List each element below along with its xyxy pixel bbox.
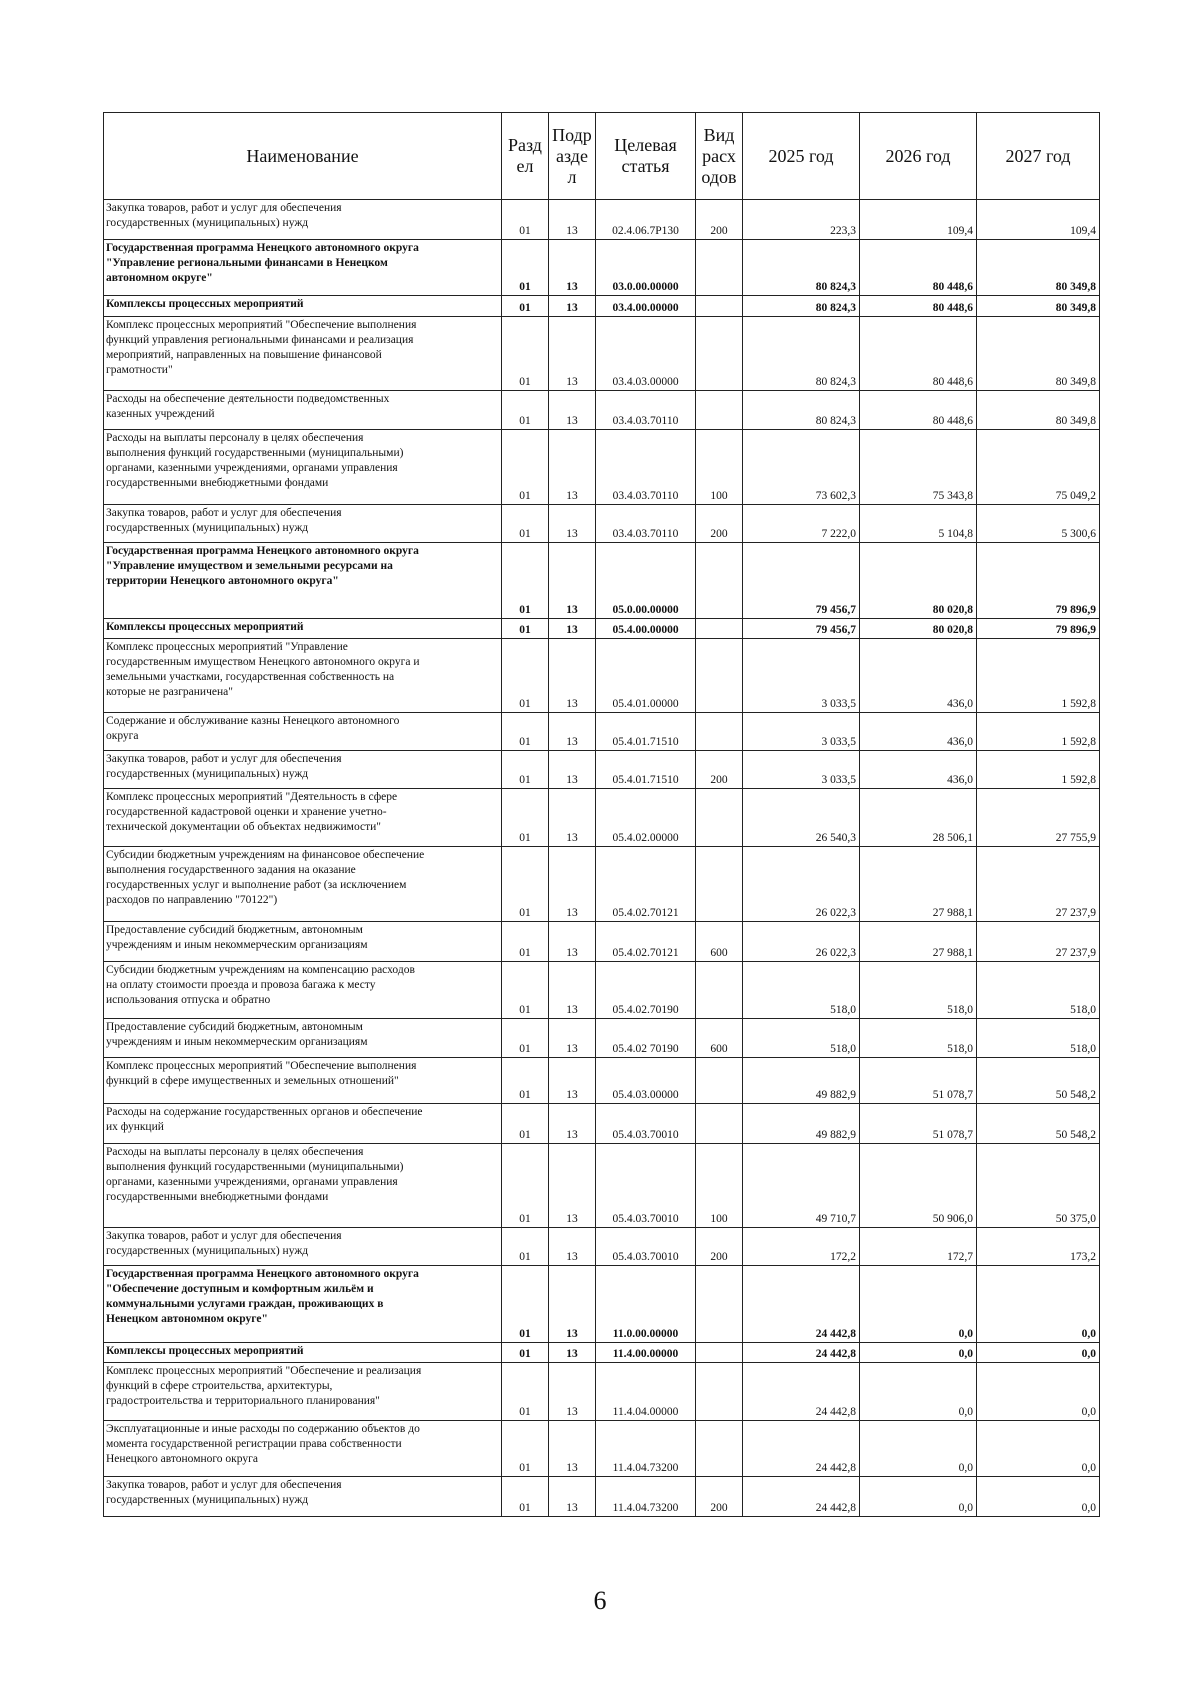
table-row (104, 1266, 1100, 1343)
cell-name: Комплекс процессных мероприятий "Управление государственным имуществом Ненецкого автономного округа и земельными участками, государственная собственность на которые не разграничена" (104, 639, 502, 713)
cell-amount-2027: 1 592,8 (977, 639, 1100, 713)
table-row (104, 1104, 1100, 1144)
cell-podrazdel: 13 (549, 1266, 596, 1343)
cell-amount-2026: 50 906,0 (860, 1144, 977, 1228)
cell-expense-type: 200 (696, 751, 743, 789)
cell-amount-2026: 80 448,6 (860, 391, 977, 430)
cell-amount-2026: 0,0 (860, 1421, 977, 1477)
cell-amount-2026: 518,0 (860, 1019, 977, 1058)
cell-razdel: 01 (502, 543, 549, 619)
cell-podrazdel: 13 (549, 240, 596, 296)
cell-name: Комплексы процессных мероприятий (104, 296, 502, 317)
cell-razdel: 01 (502, 317, 549, 391)
cell-podrazdel: 13 (549, 317, 596, 391)
table-row (104, 200, 1100, 240)
cell-amount-2027: 0,0 (977, 1477, 1100, 1517)
cell-podrazdel: 13 (549, 962, 596, 1019)
cell-amount-2027: 0,0 (977, 1343, 1100, 1363)
header-year-2025: 2025 год (743, 113, 860, 200)
cell-expense-type (696, 317, 743, 391)
cell-amount-2025: 223,3 (743, 200, 860, 240)
cell-name: Субсидии бюджетным учреждениям на финансовое обеспечение выполнения государственного задания на оказание государственных услуг и выполнение работ (за исключением расходов по направлению "70122") (104, 847, 502, 922)
cell-expense-type: 100 (696, 1144, 743, 1228)
table-row (104, 789, 1100, 847)
cell-amount-2027: 0,0 (977, 1363, 1100, 1421)
cell-target-article: 03.4.03.70110 (596, 505, 696, 543)
cell-amount-2027: 0,0 (977, 1421, 1100, 1477)
cell-amount-2026: 80 448,6 (860, 240, 977, 296)
cell-razdel: 01 (502, 1058, 549, 1104)
cell-razdel: 01 (502, 1144, 549, 1228)
cell-razdel: 01 (502, 789, 549, 847)
cell-podrazdel: 13 (549, 391, 596, 430)
cell-amount-2027: 80 349,8 (977, 317, 1100, 391)
cell-amount-2026: 0,0 (860, 1266, 977, 1343)
cell-razdel: 01 (502, 1019, 549, 1058)
header-year-2027: 2027 год (977, 113, 1100, 200)
cell-target-article: 03.0.00.00000 (596, 240, 696, 296)
cell-podrazdel: 13 (549, 543, 596, 619)
cell-expense-type (696, 1104, 743, 1144)
cell-podrazdel: 13 (549, 1421, 596, 1477)
cell-amount-2027: 1 592,8 (977, 751, 1100, 789)
cell-target-article: 05.4.01.71510 (596, 713, 696, 751)
cell-target-article: 05.4.00.00000 (596, 619, 696, 639)
table-row (104, 1058, 1100, 1104)
cell-target-article: 11.4.04.73200 (596, 1477, 696, 1517)
cell-razdel: 01 (502, 922, 549, 962)
cell-amount-2026: 80 448,6 (860, 317, 977, 391)
cell-podrazdel: 13 (549, 751, 596, 789)
cell-target-article: 05.4.02.70190 (596, 962, 696, 1019)
cell-expense-type: 200 (696, 1228, 743, 1266)
cell-razdel: 01 (502, 296, 549, 317)
cell-target-article: 11.4.04.00000 (596, 1363, 696, 1421)
table-row (104, 1228, 1100, 1266)
table-row (104, 240, 1100, 296)
cell-amount-2025: 80 824,3 (743, 240, 860, 296)
cell-name: Комплекс процессных мероприятий "Деятельность в сфере государственной кадастровой оценки и хранение учетно- технической документации об объектах недвижимости" (104, 789, 502, 847)
cell-amount-2027: 50 375,0 (977, 1144, 1100, 1228)
page-number: 6 (593, 1586, 607, 1615)
table-row (104, 922, 1100, 962)
table-row (104, 543, 1100, 619)
cell-razdel: 01 (502, 713, 549, 751)
cell-target-article: 11.4.00.00000 (596, 1343, 696, 1363)
cell-podrazdel: 13 (549, 1363, 596, 1421)
cell-expense-type (696, 296, 743, 317)
cell-amount-2025: 3 033,5 (743, 751, 860, 789)
cell-amount-2026: 518,0 (860, 962, 977, 1019)
cell-amount-2027: 80 349,8 (977, 296, 1100, 317)
cell-target-article: 11.0.00.00000 (596, 1266, 696, 1343)
header-year-2026: 2026 год (860, 113, 977, 200)
cell-amount-2027: 79 896,9 (977, 543, 1100, 619)
cell-podrazdel: 13 (549, 505, 596, 543)
cell-name: Комплексы процессных мероприятий (104, 1343, 502, 1363)
cell-amount-2026: 109,4 (860, 200, 977, 240)
cell-amount-2026: 0,0 (860, 1363, 977, 1421)
cell-amount-2026: 75 343,8 (860, 430, 977, 505)
cell-expense-type: 200 (696, 200, 743, 240)
cell-razdel: 01 (502, 1266, 549, 1343)
cell-razdel: 01 (502, 391, 549, 430)
cell-razdel: 01 (502, 240, 549, 296)
table-row (104, 847, 1100, 922)
cell-amount-2025: 26 022,3 (743, 922, 860, 962)
cell-amount-2025: 172,2 (743, 1228, 860, 1266)
cell-amount-2025: 24 442,8 (743, 1343, 860, 1363)
cell-podrazdel: 13 (549, 200, 596, 240)
cell-target-article: 05.4.01.00000 (596, 639, 696, 713)
cell-amount-2027: 0,0 (977, 1266, 1100, 1343)
cell-razdel: 01 (502, 1104, 549, 1144)
cell-expense-type (696, 789, 743, 847)
cell-expense-type (696, 543, 743, 619)
cell-amount-2025: 26 540,3 (743, 789, 860, 847)
cell-podrazdel: 13 (549, 847, 596, 922)
cell-target-article: 11.4.04.73200 (596, 1421, 696, 1477)
cell-podrazdel: 13 (549, 1104, 596, 1144)
cell-amount-2025: 49 882,9 (743, 1104, 860, 1144)
cell-target-article: 03.4.03.00000 (596, 317, 696, 391)
cell-expense-type (696, 240, 743, 296)
cell-podrazdel: 13 (549, 639, 596, 713)
cell-amount-2026: 0,0 (860, 1343, 977, 1363)
cell-podrazdel: 13 (549, 1144, 596, 1228)
table-row (104, 505, 1100, 543)
cell-name: Государственная программа Ненецкого автономного округа "Управление региональными финансами в Ненецком автономном округе" (104, 240, 502, 296)
cell-amount-2026: 27 988,1 (860, 922, 977, 962)
cell-amount-2027: 1 592,8 (977, 713, 1100, 751)
cell-amount-2026: 436,0 (860, 713, 977, 751)
table-row (104, 1343, 1100, 1363)
cell-amount-2027: 75 049,2 (977, 430, 1100, 505)
table-header-row (104, 113, 1100, 200)
cell-amount-2025: 24 442,8 (743, 1477, 860, 1517)
cell-expense-type (696, 1363, 743, 1421)
cell-razdel: 01 (502, 751, 549, 789)
cell-razdel: 01 (502, 1363, 549, 1421)
cell-name: Закупка товаров, работ и услуг для обеспечения государственных (муниципальных) нужд (104, 1477, 502, 1517)
cell-amount-2026: 80 448,6 (860, 296, 977, 317)
cell-amount-2025: 518,0 (743, 1019, 860, 1058)
cell-podrazdel: 13 (549, 430, 596, 505)
header-razdel: Разд ел (502, 113, 549, 200)
cell-name: Расходы на обеспечение деятельности подведомственных казенных учреждений (104, 391, 502, 430)
cell-target-article: 03.4.03.70110 (596, 430, 696, 505)
cell-amount-2025: 24 442,8 (743, 1363, 860, 1421)
table-row (104, 1477, 1100, 1517)
cell-amount-2027: 50 548,2 (977, 1104, 1100, 1144)
cell-amount-2027: 27 237,9 (977, 847, 1100, 922)
cell-amount-2027: 80 349,8 (977, 240, 1100, 296)
cell-razdel: 01 (502, 1477, 549, 1517)
cell-podrazdel: 13 (549, 713, 596, 751)
cell-name: Расходы на выплаты персоналу в целях обеспечения выполнения функций государственными (муниципальными) органами, казенными учреждениями, органами управления государственными внебюджетными фондами (104, 430, 502, 505)
cell-target-article: 05.4.03.70010 (596, 1228, 696, 1266)
cell-amount-2025: 49 710,7 (743, 1144, 860, 1228)
cell-name: Комплексы процессных мероприятий (104, 619, 502, 639)
cell-expense-type (696, 1343, 743, 1363)
table-row (104, 713, 1100, 751)
cell-expense-type (696, 713, 743, 751)
cell-target-article: 05.4.03.70010 (596, 1144, 696, 1228)
cell-expense-type: 200 (696, 505, 743, 543)
cell-amount-2026: 172,7 (860, 1228, 977, 1266)
cell-target-article: 03.4.03.70110 (596, 391, 696, 430)
cell-amount-2026: 436,0 (860, 639, 977, 713)
cell-name: Предоставление субсидий бюджетным, автономным учреждениям и иным некоммерческим организациям (104, 1019, 502, 1058)
cell-name: Комплекс процессных мероприятий "Обеспечение и реализация функций в сфере строительства, архитектуры, градостроительства и территориального планирования" (104, 1363, 502, 1421)
cell-name: Закупка товаров, работ и услуг для обеспечения государственных (муниципальных) нужд (104, 751, 502, 789)
table-row (104, 430, 1100, 505)
cell-amount-2025: 49 882,9 (743, 1058, 860, 1104)
cell-amount-2027: 109,4 (977, 200, 1100, 240)
cell-amount-2027: 518,0 (977, 1019, 1100, 1058)
cell-amount-2027: 27 755,9 (977, 789, 1100, 847)
budget-table (103, 112, 1100, 1517)
cell-target-article: 05.4.02 70190 (596, 1019, 696, 1058)
table-row (104, 317, 1100, 391)
table-row (104, 1421, 1100, 1477)
cell-razdel: 01 (502, 430, 549, 505)
cell-name: Содержание и обслуживание казны Ненецкого автономного округа (104, 713, 502, 751)
cell-expense-type (696, 962, 743, 1019)
table-row (104, 296, 1100, 317)
cell-amount-2026: 0,0 (860, 1477, 977, 1517)
cell-podrazdel: 13 (549, 922, 596, 962)
cell-podrazdel: 13 (549, 1343, 596, 1363)
cell-amount-2025: 518,0 (743, 962, 860, 1019)
cell-podrazdel: 13 (549, 619, 596, 639)
cell-razdel: 01 (502, 1421, 549, 1477)
cell-razdel: 01 (502, 1343, 549, 1363)
cell-podrazdel: 13 (549, 789, 596, 847)
cell-expense-type (696, 639, 743, 713)
cell-name: Предоставление субсидий бюджетным, автономным учреждениям и иным некоммерческим организациям (104, 922, 502, 962)
table-row (104, 619, 1100, 639)
table-row (104, 962, 1100, 1019)
cell-amount-2025: 7 222,0 (743, 505, 860, 543)
cell-amount-2025: 79 456,7 (743, 619, 860, 639)
cell-amount-2025: 80 824,3 (743, 296, 860, 317)
cell-target-article: 05.4.02.70121 (596, 922, 696, 962)
cell-name: Государственная программа Ненецкого автономного округа "Управление имуществом и земельными ресурсами на территории Ненецкого автономного округа" (104, 543, 502, 619)
cell-expense-type (696, 1421, 743, 1477)
cell-amount-2027: 173,2 (977, 1228, 1100, 1266)
cell-name: Закупка товаров, работ и услуг для обеспечения государственных (муниципальных) нужд (104, 200, 502, 240)
cell-target-article: 05.4.03.70010 (596, 1104, 696, 1144)
cell-amount-2026: 80 020,8 (860, 619, 977, 639)
cell-razdel: 01 (502, 639, 549, 713)
cell-expense-type (696, 619, 743, 639)
table-row (104, 751, 1100, 789)
cell-name: Расходы на выплаты персоналу в целях обеспечения выполнения функций государственными (муниципальными) органами, казенными учреждениями, органами управления государственными внебюджетными фондами (104, 1144, 502, 1228)
cell-target-article: 05.0.00.00000 (596, 543, 696, 619)
cell-expense-type: 600 (696, 1019, 743, 1058)
cell-amount-2025: 80 824,3 (743, 391, 860, 430)
cell-amount-2025: 79 456,7 (743, 543, 860, 619)
table-body (104, 200, 1100, 1517)
cell-razdel: 01 (502, 505, 549, 543)
table-row (104, 1019, 1100, 1058)
cell-amount-2027: 518,0 (977, 962, 1100, 1019)
cell-expense-type (696, 847, 743, 922)
cell-amount-2026: 5 104,8 (860, 505, 977, 543)
cell-target-article: 05.4.02.70121 (596, 847, 696, 922)
cell-expense-type: 100 (696, 430, 743, 505)
cell-amount-2026: 51 078,7 (860, 1058, 977, 1104)
cell-podrazdel: 13 (549, 1019, 596, 1058)
table-row (104, 1144, 1100, 1228)
cell-expense-type (696, 1266, 743, 1343)
cell-amount-2026: 51 078,7 (860, 1104, 977, 1144)
cell-amount-2025: 73 602,3 (743, 430, 860, 505)
table-row (104, 1363, 1100, 1421)
cell-razdel: 01 (502, 962, 549, 1019)
cell-amount-2027: 50 548,2 (977, 1058, 1100, 1104)
cell-amount-2026: 28 506,1 (860, 789, 977, 847)
cell-name: Расходы на содержание государственных органов и обеспечение их функций (104, 1104, 502, 1144)
cell-target-article: 05.4.02.00000 (596, 789, 696, 847)
cell-podrazdel: 13 (549, 1058, 596, 1104)
cell-name: Комплекс процессных мероприятий "Обеспечение выполнения функций управления региональными финансами и реализация мероприятий, направленных на повышение финансовой грамотности" (104, 317, 502, 391)
cell-razdel: 01 (502, 847, 549, 922)
cell-name: Закупка товаров, работ и услуг для обеспечения государственных (муниципальных) нужд (104, 1228, 502, 1266)
table-row (104, 639, 1100, 713)
cell-name: Комплекс процессных мероприятий "Обеспечение выполнения функций в сфере имущественных и земельных отношений" (104, 1058, 502, 1104)
cell-amount-2025: 3 033,5 (743, 639, 860, 713)
header-podrazdel: Подр азде л (549, 113, 596, 200)
cell-razdel: 01 (502, 1228, 549, 1266)
cell-name: Субсидии бюджетным учреждениям на компенсацию расходов на оплату стоимости проезда и провоза багажа к месту использования отпуска и обратно (104, 962, 502, 1019)
cell-amount-2025: 80 824,3 (743, 317, 860, 391)
cell-target-article: 03.4.00.00000 (596, 296, 696, 317)
cell-expense-type (696, 1058, 743, 1104)
cell-name: Закупка товаров, работ и услуг для обеспечения государственных (муниципальных) нужд (104, 505, 502, 543)
cell-amount-2025: 26 022,3 (743, 847, 860, 922)
cell-razdel: 01 (502, 619, 549, 639)
cell-amount-2025: 3 033,5 (743, 713, 860, 751)
cell-expense-type (696, 391, 743, 430)
cell-target-article: 05.4.03.00000 (596, 1058, 696, 1104)
cell-amount-2027: 5 300,6 (977, 505, 1100, 543)
cell-target-article: 05.4.01.71510 (596, 751, 696, 789)
header-target-article: Целевая статья (596, 113, 696, 200)
cell-amount-2026: 436,0 (860, 751, 977, 789)
cell-expense-type: 200 (696, 1477, 743, 1517)
cell-amount-2027: 79 896,9 (977, 619, 1100, 639)
cell-amount-2025: 24 442,8 (743, 1266, 860, 1343)
cell-podrazdel: 13 (549, 296, 596, 317)
cell-name: Государственная программа Ненецкого автономного округа "Обеспечение доступным и комфортным жильём и коммунальными услугами граждан, проживающих в Ненецком автономном округе" (104, 1266, 502, 1343)
header-expense-type: Вид расх одов (696, 113, 743, 200)
cell-podrazdel: 13 (549, 1477, 596, 1517)
cell-target-article: 02.4.06.7Р130 (596, 200, 696, 240)
cell-amount-2025: 24 442,8 (743, 1421, 860, 1477)
cell-expense-type: 600 (696, 922, 743, 962)
cell-name: Эксплуатационные и иные расходы по содержанию объектов до момента государственной регистрации права собственности Ненецкого автономного округа (104, 1421, 502, 1477)
cell-amount-2026: 27 988,1 (860, 847, 977, 922)
cell-amount-2027: 27 237,9 (977, 922, 1100, 962)
table-row (104, 391, 1100, 430)
header-name: Наименование (104, 113, 502, 200)
cell-amount-2026: 80 020,8 (860, 543, 977, 619)
cell-razdel: 01 (502, 200, 549, 240)
cell-podrazdel: 13 (549, 1228, 596, 1266)
cell-amount-2027: 80 349,8 (977, 391, 1100, 430)
